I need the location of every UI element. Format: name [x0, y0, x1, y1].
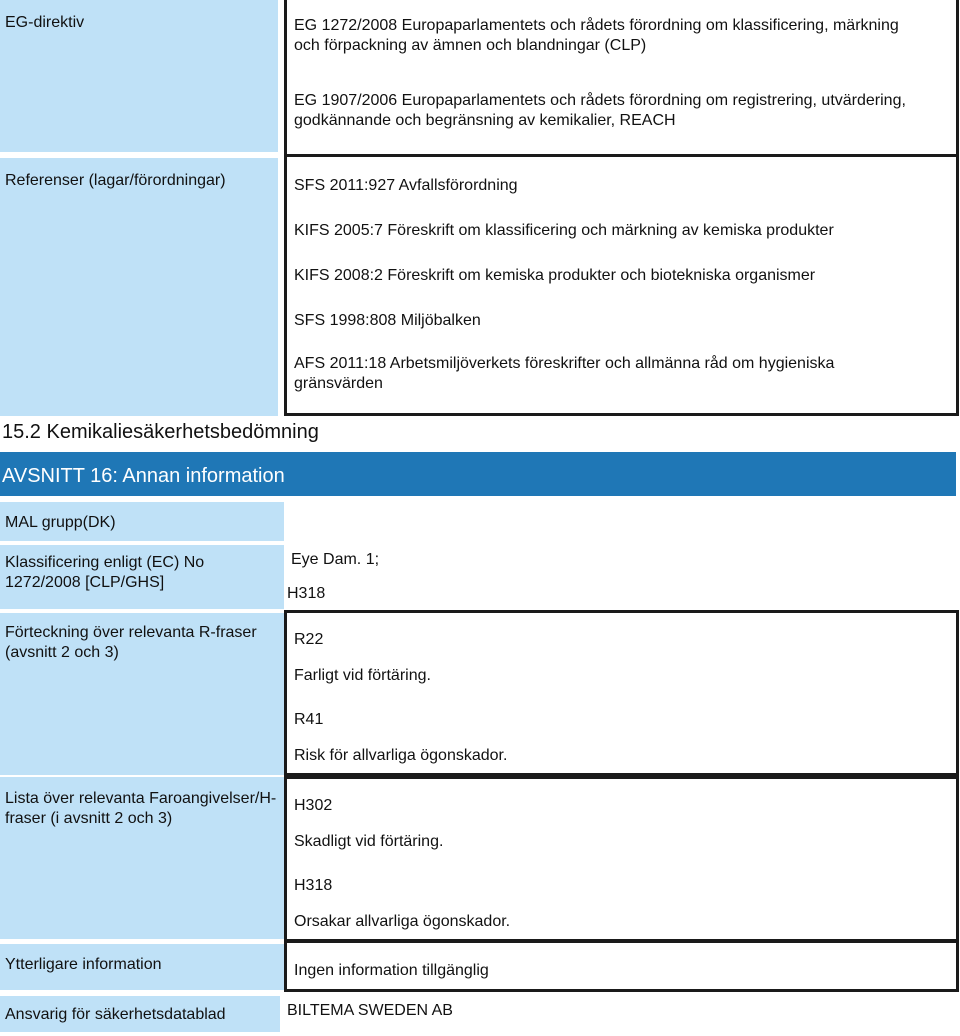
eg-item-reach: EG 1907/2006 Europaparlamentets och rådets förordning om registrering, utvärdering, godkännande och begränsning av kemikalier, REACH: [294, 92, 906, 129]
r-phrases-label-text: Förteckning över relevanta R-fraser (avsnitt 2 och 3): [5, 624, 257, 661]
responsible-value: BILTEMA SWEDEN AB: [287, 1002, 453, 1019]
classification-value-line1: Eye Dam. 1;: [291, 551, 380, 568]
h-phrases-label: [0, 777, 284, 939]
responsible-label-text: Ansvarig för säkerhetsdatablad: [5, 1006, 226, 1023]
additional-info-label-text: Ytterligare information: [5, 956, 162, 973]
eg-directive-box: [284, 0, 959, 157]
classification-value-line2: H318: [287, 585, 326, 602]
ref-item-sfs-2011: SFS 2011:927 Avfallsförordning: [294, 177, 518, 194]
classification-label-text: Klassificering enligt (EC) No 1272/2008 [CLP/GHS]: [5, 554, 205, 591]
mal-label: [0, 502, 284, 541]
eg-directive-label: [0, 0, 278, 152]
additional-info-value: Ingen information tillgänglig: [294, 962, 489, 979]
ref-item-kifs-2005: KIFS 2005:7 Föreskrift om klassificering och märkning av kemiska produkter: [294, 222, 834, 239]
h-phrase-text-2: Orsakar allvarliga ögonskador.: [294, 913, 511, 930]
h-phrase-text-1: Skadligt vid förtäring.: [294, 833, 444, 850]
h-phrases-label-text: Lista över relevanta Faroangivelser/H-fraser (i avsnitt 2 och 3): [5, 790, 277, 827]
references-box: [284, 154, 959, 416]
references-label: [0, 158, 278, 416]
classification-label: [0, 545, 284, 609]
additional-info-label: [0, 944, 284, 990]
mal-label-text: MAL grupp(DK): [5, 514, 116, 531]
h-phrase-code-2: H318: [294, 877, 333, 894]
section-15-2-title: 15.2 Kemikaliesäkerhetsbedömning: [2, 421, 319, 443]
section-16-band: [0, 452, 956, 496]
eg-item-clp: EG 1272/2008 Europaparlamentets och rådets förordning om klassificering, märkning och förpackning av ämnen och blandningar (CLP): [294, 17, 899, 54]
r-phrase-text-2: Risk för allvarliga ögonskador.: [294, 747, 508, 764]
h-phrases-box: [284, 776, 959, 942]
additional-info-box: [284, 940, 959, 992]
r-phrases-label: [0, 613, 284, 775]
ref-item-sfs-1998: SFS 1998:808 Miljöbalken: [294, 312, 481, 329]
section-16-title: AVSNITT 16: Annan information: [2, 465, 285, 487]
h-phrase-code-1: H302: [294, 797, 333, 814]
ref-item-kifs-2008: KIFS 2008:2 Föreskrift om kemiska produkter och biotekniska organismer: [294, 267, 816, 284]
r-phrase-text-1: Farligt vid förtäring.: [294, 667, 431, 684]
references-label-text: Referenser (lagar/förordningar): [5, 172, 226, 189]
r-phrases-box: [284, 610, 959, 776]
r-phrase-code-1: R22: [294, 631, 324, 648]
responsible-label: [0, 996, 280, 1032]
ref-item-afs-2011: AFS 2011:18 Arbetsmiljöverkets föreskrifter och allmänna råd om hygieniska gränsvärden: [294, 355, 835, 392]
eg-directive-label-text: EG-direktiv: [5, 14, 85, 31]
r-phrase-code-2: R41: [294, 711, 324, 728]
